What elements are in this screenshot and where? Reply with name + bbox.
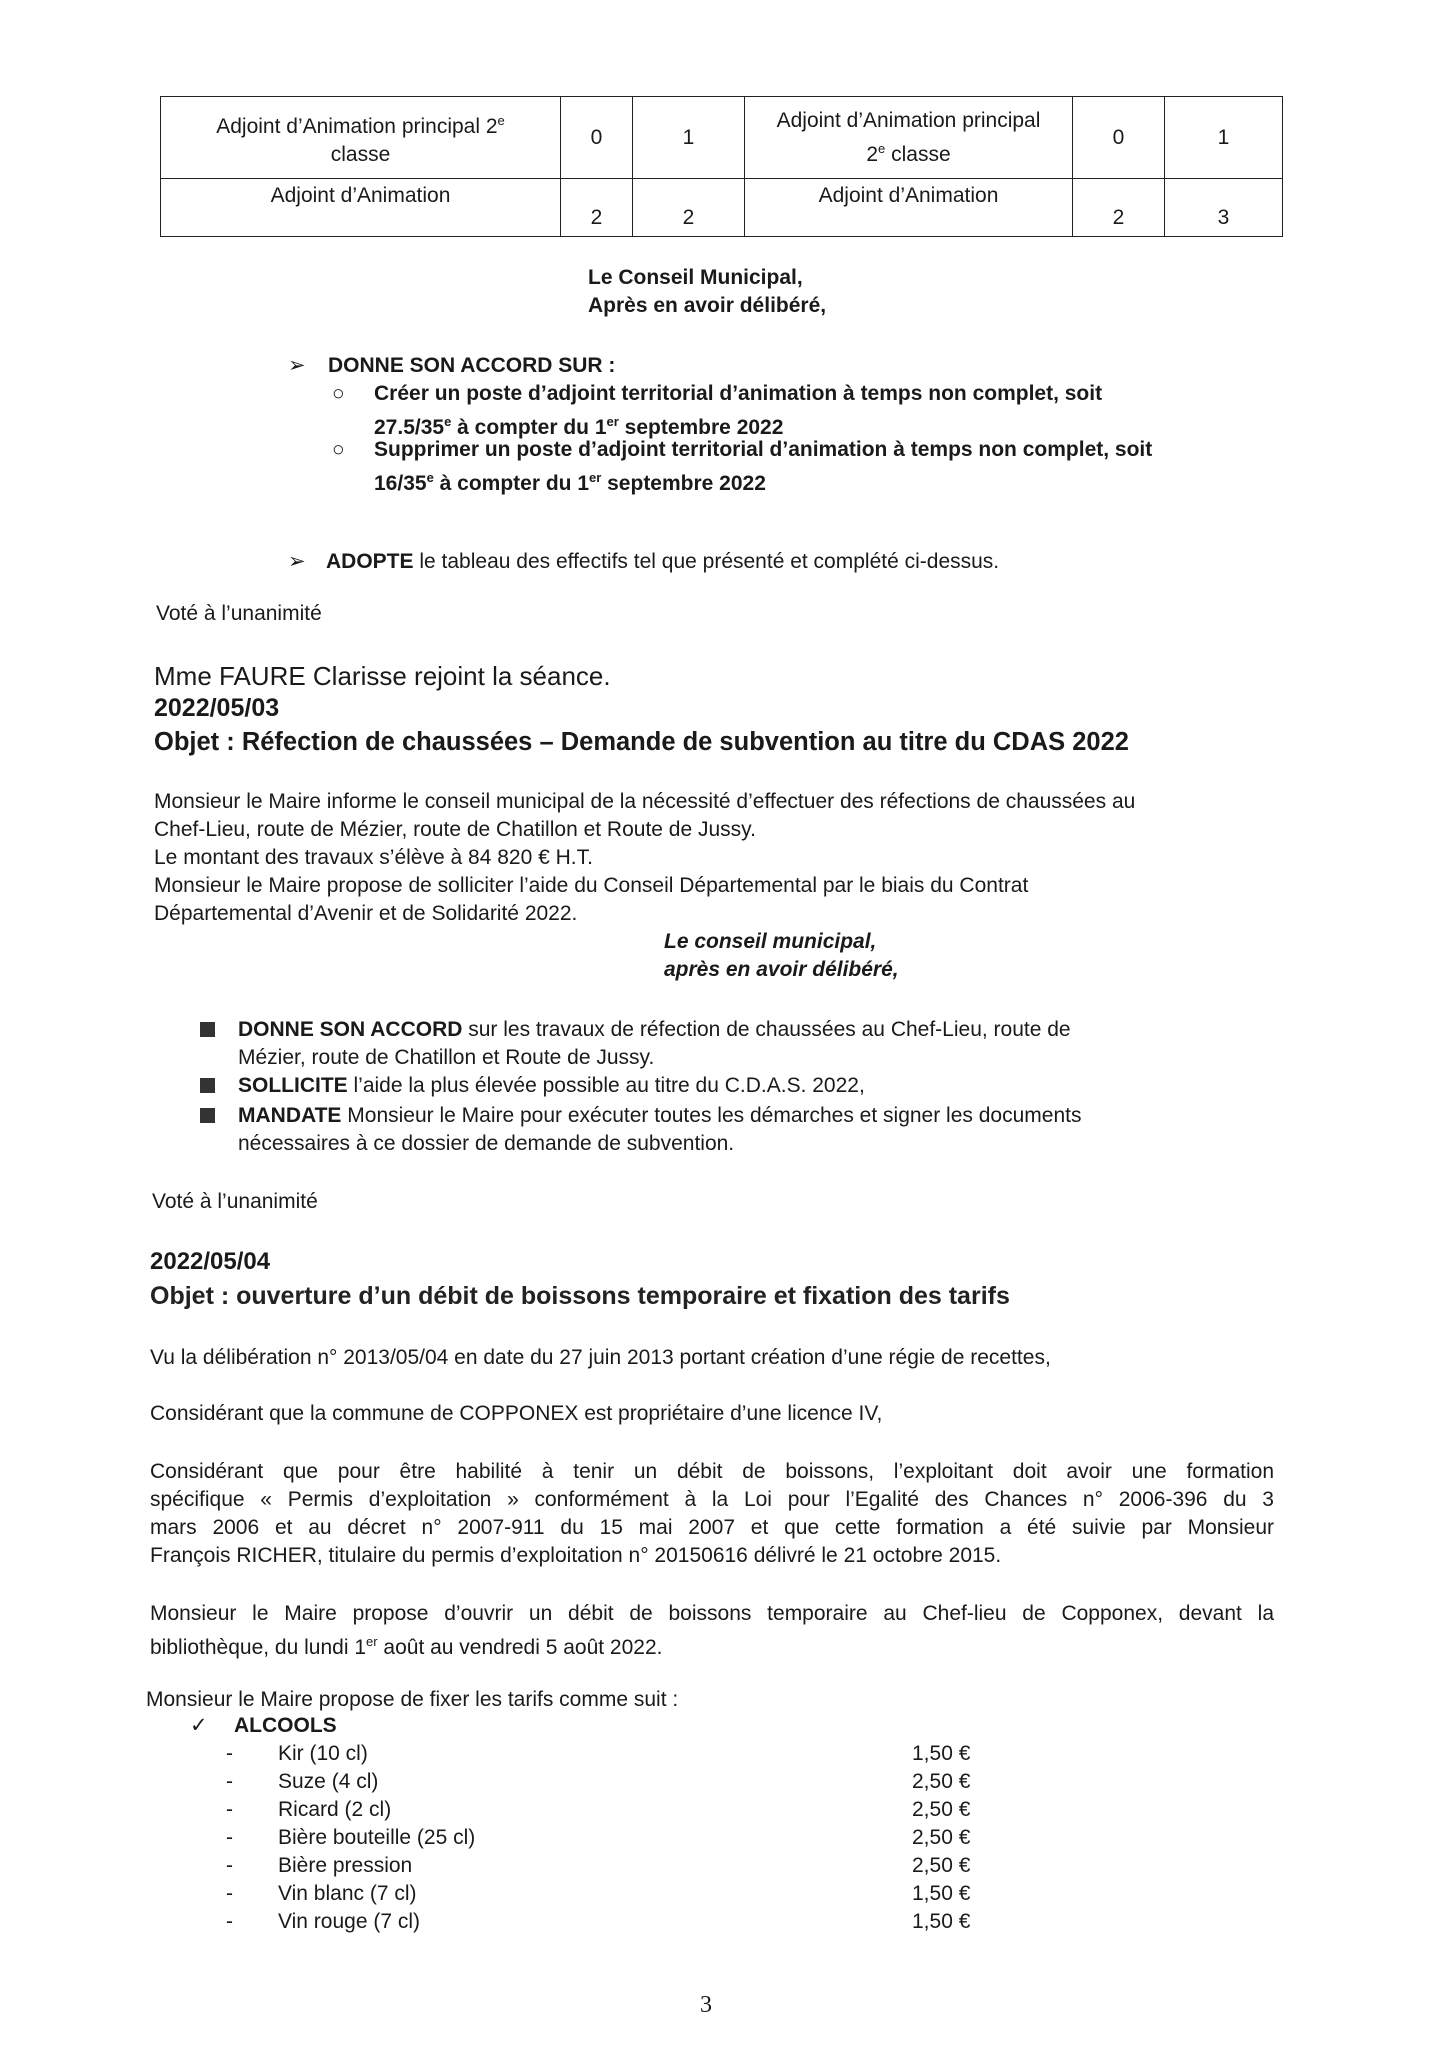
dash-bullet: - bbox=[226, 1910, 233, 1933]
tarif-price: 1,50 € bbox=[912, 1882, 971, 1905]
paragraph-line: Monsieur le Maire propose d’ouvrir un débit de boissons temporaire au Chef-lieu de Copponex, devant la bbox=[150, 1602, 1274, 1625]
table-cell-value: 2 bbox=[633, 179, 745, 237]
table-cell-value: 2 bbox=[561, 179, 633, 237]
table-cell-value: 2 bbox=[1073, 179, 1165, 237]
dash-bullet: - bbox=[226, 1770, 233, 1793]
accord-item: Créer un poste d’adjoint territorial d’animation à temps non complet, soit bbox=[374, 382, 1103, 405]
square-bullet-icon bbox=[200, 1108, 215, 1123]
section-number: 2022/05/03 bbox=[154, 694, 280, 722]
accord-title: DONNE SON ACCORD SUR : bbox=[328, 354, 616, 377]
decision-item: Mézier, route de Chatillon et Route de Jussy. bbox=[238, 1046, 655, 1069]
section-object: Objet : Réfection de chaussées – Demande de subvention au titre du CDAS 2022 bbox=[154, 728, 1129, 756]
tarif-category: ALCOOLS bbox=[234, 1714, 337, 1737]
tarif-price: 2,50 € bbox=[912, 1826, 971, 1849]
accord-item: Supprimer un poste d’adjoint territorial d’animation à temps non complet, soit bbox=[374, 438, 1153, 461]
tarif-name: Bière pression bbox=[278, 1854, 413, 1877]
dash-bullet: - bbox=[226, 1854, 233, 1877]
dash-bullet: - bbox=[226, 1826, 233, 1849]
dash-bullet: - bbox=[226, 1742, 233, 1765]
paragraph-line: Considérant que pour être habilité à tenir un débit de boissons, l’exploitant doit avoir une formation bbox=[150, 1460, 1274, 1483]
paragraph-line: bibliothèque, du lundi 1er août au vendredi 5 août 2022. bbox=[150, 1634, 663, 1659]
paragraph-line: Chef-Lieu, route de Mézier, route de Chatillon et Route de Jussy. bbox=[154, 818, 756, 841]
table-cell-label: Adjoint d’Animation principal 2e classe bbox=[745, 97, 1073, 179]
table-cell-label: Adjoint d’Animation bbox=[161, 179, 561, 237]
check-icon: ✓ bbox=[190, 1714, 208, 1737]
tarif-name: Suze (4 cl) bbox=[278, 1770, 379, 1793]
circle-bullet-icon: ○ bbox=[332, 382, 345, 405]
tarif-name: Ricard (2 cl) bbox=[278, 1798, 392, 1821]
dash-bullet: - bbox=[226, 1798, 233, 1821]
paragraph-line: Vu la délibération n° 2013/05/04 en date du 27 juin 2013 portant création d’une régie de recettes, bbox=[150, 1346, 1051, 1369]
accord-item: 27.5/35e à compter du 1er septembre 2022 bbox=[374, 414, 784, 439]
tarif-price: 2,50 € bbox=[912, 1798, 971, 1821]
paragraph-line: Monsieur le Maire informe le conseil municipal de la nécessité d’effectuer des réfections de chaussées au bbox=[154, 790, 1136, 813]
council-line: après en avoir délibéré, bbox=[664, 958, 899, 981]
table-cell-value: 1 bbox=[1165, 97, 1283, 179]
council-line: Le conseil municipal, bbox=[664, 930, 877, 953]
decision-item: nécessaires à ce dossier de demande de subvention. bbox=[238, 1132, 735, 1155]
decision-item: SOLLICITE l’aide la plus élevée possible au titre du C.D.A.S. 2022, bbox=[238, 1074, 865, 1097]
arrow-bullet-icon: ➢ bbox=[288, 550, 306, 573]
table-cell-value: 3 bbox=[1165, 179, 1283, 237]
tarif-name: Kir (10 cl) bbox=[278, 1742, 368, 1765]
paragraph-line: Monsieur le Maire propose de solliciter l’aide du Conseil Départemental par le biais du Contrat bbox=[154, 874, 1029, 897]
table-row bbox=[161, 179, 1283, 237]
vote-line: Voté à l’unanimité bbox=[152, 1190, 318, 1213]
accord-item: 16/35e à compter du 1er septembre 2022 bbox=[374, 470, 766, 495]
paragraph-line: mars 2006 et au décret n° 2007-911 du 15 mai 2007 et que cette formation a été suivie par Monsieur bbox=[150, 1516, 1274, 1539]
tarif-name: Bière bouteille (25 cl) bbox=[278, 1826, 476, 1849]
section-number: 2022/05/04 bbox=[150, 1248, 271, 1275]
section-object: Objet : ouverture d’un débit de boissons temporaire et fixation des tarifs bbox=[150, 1282, 1010, 1310]
council-line: Le Conseil Municipal, bbox=[588, 266, 803, 289]
paragraph-line: Le montant des travaux s’élève à 84 820 € H.T. bbox=[154, 846, 593, 869]
decision-item: MANDATE Monsieur le Maire pour exécuter toutes les démarches et signer les documents bbox=[238, 1104, 1082, 1127]
square-bullet-icon bbox=[200, 1078, 215, 1093]
adopte-line: ADOPTE le tableau des effectifs tel que présenté et complété ci-dessus. bbox=[326, 550, 1000, 573]
paragraph-line: Départemental d’Avenir et de Solidarité 2022. bbox=[154, 902, 578, 925]
page-number: 3 bbox=[700, 1992, 712, 2018]
decision-item: DONNE SON ACCORD sur les travaux de réfection de chaussées au Chef-Lieu, route de bbox=[238, 1018, 1071, 1041]
table-row bbox=[161, 97, 1283, 179]
tarif-price: 1,50 € bbox=[912, 1742, 971, 1765]
square-bullet-icon bbox=[200, 1022, 215, 1037]
arrow-bullet-icon: ➢ bbox=[288, 354, 306, 377]
joins-line: Mme FAURE Clarisse rejoint la séance. bbox=[154, 661, 611, 691]
tarif-name: Vin rouge (7 cl) bbox=[278, 1910, 421, 1933]
paragraph-line: Considérant que la commune de COPPONEX est propriétaire d’une licence IV, bbox=[150, 1402, 883, 1425]
tarif-price: 2,50 € bbox=[912, 1854, 971, 1877]
table-cell-label: Adjoint d’Animation bbox=[745, 179, 1073, 237]
council-line: Après en avoir délibéré, bbox=[588, 294, 827, 317]
table-cell-label: Adjoint d’Animation principal 2e classe bbox=[161, 97, 561, 179]
table-cell-value: 1 bbox=[633, 97, 745, 179]
paragraph-line: spécifique « Permis d’exploitation » conformément à la Loi pour l’Egalité des Chances n° 2006-396 du 3 bbox=[150, 1488, 1274, 1511]
tarif-name: Vin blanc (7 cl) bbox=[278, 1882, 417, 1905]
table-cell-value: 0 bbox=[561, 97, 633, 179]
dash-bullet: - bbox=[226, 1882, 233, 1905]
circle-bullet-icon: ○ bbox=[332, 438, 345, 461]
table-cell-value: 0 bbox=[1073, 97, 1165, 179]
tarif-price: 1,50 € bbox=[912, 1910, 971, 1933]
staff-table bbox=[160, 96, 1283, 237]
paragraph-line: François RICHER, titulaire du permis d’exploitation n° 20150616 délivré le 21 octobre 2015. bbox=[150, 1544, 1002, 1567]
paragraph-line: Monsieur le Maire propose de fixer les tarifs comme suit : bbox=[146, 1688, 679, 1711]
tarif-price: 2,50 € bbox=[912, 1770, 971, 1793]
vote-line: Voté à l’unanimité bbox=[156, 602, 322, 625]
